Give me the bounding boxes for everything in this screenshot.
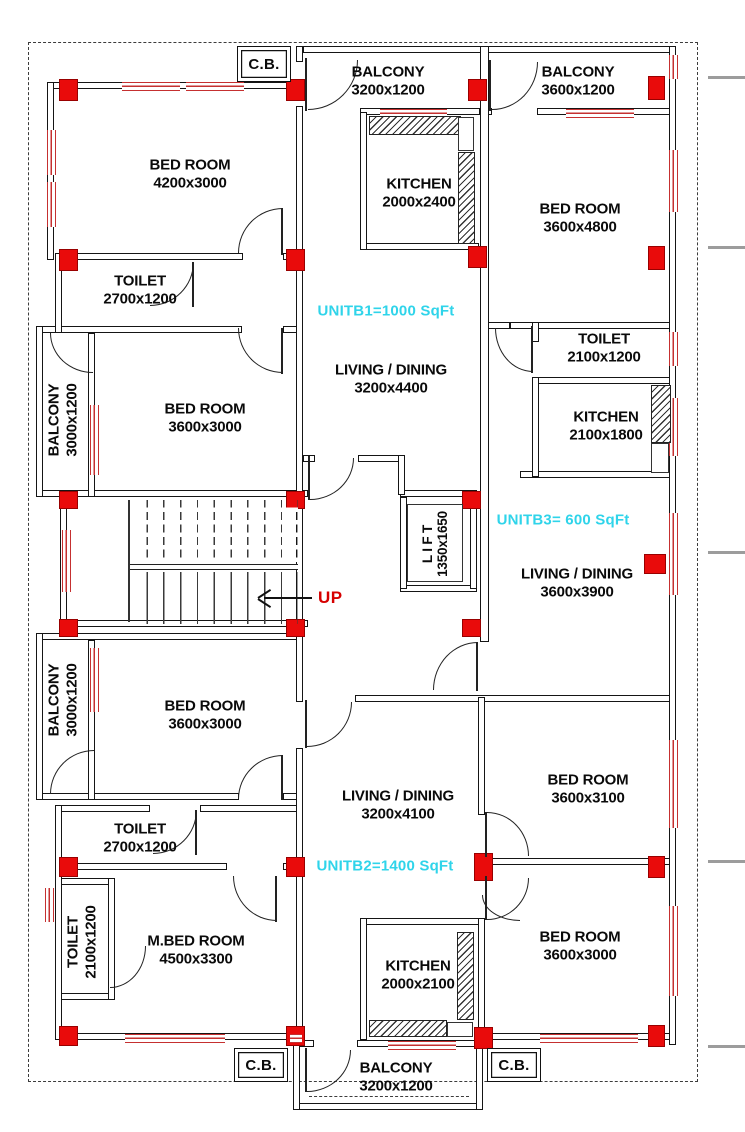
wall-segment bbox=[360, 112, 367, 250]
column-marker bbox=[468, 246, 487, 268]
kitchen-counter-hatch bbox=[458, 152, 475, 244]
reference-tick bbox=[708, 860, 745, 863]
wall-segment bbox=[55, 863, 227, 870]
room-dimensions: 3600x3100 bbox=[551, 789, 625, 806]
stair-flight-upper bbox=[131, 500, 298, 562]
room-label-bed-room-20 bbox=[540, 929, 621, 964]
column-marker bbox=[474, 853, 493, 881]
window-marker bbox=[540, 1034, 638, 1043]
room-dimensions: 2700x1200 bbox=[103, 838, 177, 855]
window-marker bbox=[90, 648, 99, 712]
room-dimensions: 2000x2400 bbox=[382, 193, 456, 210]
room-name: BALCONY bbox=[351, 63, 425, 81]
column-marker bbox=[648, 76, 665, 100]
column-marker bbox=[648, 246, 665, 270]
wall-segment bbox=[200, 805, 303, 812]
wall-segment bbox=[532, 377, 676, 384]
room-label-toilet-16 bbox=[103, 821, 176, 856]
room-dimensions: 3600x4800 bbox=[543, 218, 617, 235]
column-marker bbox=[59, 79, 78, 101]
window-marker bbox=[566, 109, 634, 118]
window-marker bbox=[290, 1034, 302, 1043]
stair-landing-separator bbox=[128, 564, 298, 570]
wall-segment bbox=[470, 497, 477, 589]
room-label-kitchen-19 bbox=[381, 958, 454, 993]
column-marker bbox=[286, 249, 305, 271]
room-dimensions: 3600x3000 bbox=[168, 715, 242, 732]
wall-segment bbox=[480, 858, 676, 865]
cb-box-bottom-left bbox=[234, 1048, 288, 1082]
room-dimensions: 3200x4400 bbox=[354, 379, 428, 396]
window-marker bbox=[62, 530, 71, 592]
room-name: BALCONY bbox=[359, 1059, 433, 1077]
wall-segment bbox=[296, 46, 303, 62]
reference-tick bbox=[708, 551, 745, 554]
wall-segment bbox=[360, 918, 479, 925]
door-leaf bbox=[281, 755, 283, 800]
window-marker bbox=[47, 182, 56, 227]
wall-segment bbox=[303, 46, 676, 53]
door-leaf bbox=[305, 58, 307, 111]
column-marker bbox=[286, 857, 305, 877]
room-label-balcony-1 bbox=[351, 64, 424, 99]
kitchen-counter-hatch bbox=[369, 116, 461, 135]
room-name: TOILET bbox=[114, 820, 166, 838]
wall-segment bbox=[476, 1040, 483, 1110]
room-label-bed-room-0 bbox=[150, 157, 231, 192]
room-name: KITCHEN bbox=[386, 175, 452, 193]
column-marker bbox=[286, 79, 305, 101]
door-leaf bbox=[192, 262, 194, 307]
room-label-balcony-12 bbox=[46, 663, 81, 736]
door-leaf bbox=[305, 700, 307, 748]
room-name: LIVING / DINING bbox=[334, 361, 448, 379]
wall-segment bbox=[532, 322, 539, 342]
room-dimensions: 3200x4100 bbox=[361, 805, 435, 822]
window-marker bbox=[669, 332, 678, 366]
room-name: BED ROOM bbox=[547, 771, 629, 789]
stair-direction-arrow bbox=[264, 597, 312, 599]
door-leaf bbox=[489, 60, 491, 111]
wall-segment bbox=[360, 918, 367, 1040]
window-marker bbox=[186, 82, 244, 91]
unit-b1-area-label: UNITB1=1000 SqFt bbox=[317, 302, 455, 320]
room-dimensions: 3000x1200 bbox=[63, 383, 80, 457]
window-marker bbox=[90, 405, 99, 475]
door-leaf bbox=[485, 812, 487, 857]
column-marker bbox=[59, 491, 78, 509]
window-marker bbox=[669, 740, 678, 828]
room-dimensions: 3600x3000 bbox=[543, 946, 617, 963]
column-marker bbox=[462, 619, 481, 637]
window-marker bbox=[388, 1041, 456, 1050]
kitchen-sink-box bbox=[651, 443, 669, 473]
room-name: LIVING / DINING bbox=[520, 565, 634, 583]
door-leaf bbox=[476, 642, 478, 691]
room-name: BED ROOM bbox=[539, 928, 621, 946]
room-dimensions: 3000x1200 bbox=[63, 663, 80, 737]
wall-segment bbox=[36, 326, 242, 333]
wall-segment bbox=[55, 253, 243, 260]
door-leaf bbox=[281, 208, 283, 255]
wall-segment bbox=[355, 695, 676, 702]
window-marker bbox=[669, 513, 678, 595]
window-marker bbox=[122, 82, 180, 91]
room-name: BALCONY bbox=[45, 663, 63, 737]
wall-segment bbox=[400, 585, 477, 592]
window-marker bbox=[47, 130, 56, 175]
wall-segment bbox=[55, 878, 113, 885]
room-name: BED ROOM bbox=[164, 697, 246, 715]
wall-segment bbox=[532, 377, 539, 477]
room-label-living-dining-6 bbox=[335, 362, 447, 397]
wall-segment bbox=[293, 1103, 481, 1110]
door-leaf bbox=[531, 326, 533, 373]
room-dimensions: 4500x3300 bbox=[159, 950, 233, 967]
window-marker bbox=[45, 888, 54, 922]
room-label-bed-room-4 bbox=[540, 201, 621, 236]
room-name: BALCONY bbox=[541, 63, 615, 81]
room-name: BED ROOM bbox=[539, 200, 621, 218]
room-name: TOILET bbox=[114, 272, 166, 290]
column-marker bbox=[648, 856, 665, 878]
window-marker bbox=[669, 906, 678, 996]
room-name: LIVING / DINING bbox=[341, 787, 455, 805]
column-marker bbox=[59, 857, 78, 877]
door-leaf bbox=[195, 810, 197, 855]
wall-segment bbox=[296, 106, 303, 498]
kitchen-sink-box bbox=[447, 1022, 473, 1037]
room-name: TOILET bbox=[64, 916, 82, 968]
room-name: BALCONY bbox=[45, 383, 63, 457]
stairs-up-label: UP bbox=[318, 588, 343, 607]
lift-label bbox=[420, 511, 450, 577]
room-name: KITCHEN bbox=[385, 957, 451, 975]
wall-segment bbox=[400, 497, 407, 589]
balcony-bottom-dashed-railing bbox=[309, 1096, 469, 1097]
stair-left-boundary bbox=[128, 500, 130, 622]
room-dimensions: 3200x1200 bbox=[359, 1077, 433, 1094]
wall-segment bbox=[360, 243, 479, 250]
room-dimensions: 4200x3000 bbox=[153, 174, 227, 191]
room-label-toilet-9 bbox=[567, 331, 640, 366]
unit-b2-area-label: UNITB2=1400 SqFt bbox=[316, 857, 454, 875]
door-leaf bbox=[305, 1048, 307, 1092]
room-label-kitchen-10 bbox=[569, 409, 642, 444]
kitchen-counter-hatch bbox=[457, 932, 474, 1020]
wall-segment bbox=[478, 918, 485, 1040]
room-name: KITCHEN bbox=[573, 408, 639, 426]
column-marker bbox=[644, 554, 666, 574]
room-dimensions: 2700x1200 bbox=[103, 290, 177, 307]
door-leaf bbox=[281, 328, 283, 374]
room-dimensions: 3200x1200 bbox=[351, 81, 425, 98]
column-marker bbox=[59, 249, 78, 271]
window-marker bbox=[669, 55, 678, 79]
wall-segment bbox=[36, 793, 239, 800]
kitchen-sink-box bbox=[458, 117, 474, 151]
column-marker bbox=[59, 1026, 78, 1046]
wall-segment bbox=[480, 46, 489, 642]
room-label-bed-room-13 bbox=[165, 698, 246, 733]
window-marker bbox=[669, 150, 678, 212]
room-label-toilet-17 bbox=[65, 905, 100, 978]
wall-segment bbox=[55, 805, 62, 1040]
wall-segment bbox=[296, 748, 303, 1040]
room-name: BED ROOM bbox=[149, 156, 231, 174]
door-leaf bbox=[485, 876, 487, 920]
room-name: TOILET bbox=[578, 330, 630, 348]
wall-segment bbox=[55, 805, 150, 812]
room-label-living-dining-14 bbox=[342, 788, 454, 823]
cb-box-top bbox=[237, 46, 291, 82]
column-marker bbox=[648, 1025, 665, 1047]
room-dimensions: 3600x3000 bbox=[168, 418, 242, 435]
room-dimensions: 3600x3900 bbox=[540, 583, 614, 600]
room-label-bed-room-15 bbox=[548, 772, 629, 807]
wall-segment bbox=[68, 490, 308, 497]
kitchen-counter-hatch bbox=[651, 385, 671, 443]
unit-b3-area-label: UNITB3= 600 SqFt bbox=[496, 511, 630, 529]
room-name: BED ROOM bbox=[164, 400, 246, 418]
window-marker bbox=[125, 1034, 225, 1043]
reference-tick bbox=[708, 76, 745, 79]
room-dimensions: 2100x1200 bbox=[82, 905, 99, 979]
wall-segment bbox=[293, 1040, 300, 1110]
lift-name: L I F T bbox=[420, 524, 435, 564]
column-marker bbox=[468, 79, 487, 101]
room-label-kitchen-2 bbox=[382, 176, 455, 211]
wall-segment bbox=[36, 633, 43, 800]
room-dimensions: 2000x2100 bbox=[381, 975, 455, 992]
room-dimensions: 2100x1800 bbox=[569, 426, 643, 443]
reference-tick bbox=[708, 246, 745, 249]
wall-segment bbox=[55, 993, 113, 1000]
room-label-toilet-5 bbox=[103, 273, 176, 308]
cb-top-label: C.B. bbox=[248, 55, 280, 73]
column-marker bbox=[462, 491, 481, 509]
column-marker bbox=[59, 619, 78, 637]
room-dimensions: 3600x1200 bbox=[541, 81, 615, 98]
door-arc bbox=[307, 1050, 351, 1092]
door-leaf bbox=[275, 876, 277, 922]
cb-box-bottom-right bbox=[487, 1048, 541, 1082]
room-name: M.BED ROOM bbox=[147, 932, 245, 950]
reference-tick bbox=[708, 1045, 745, 1048]
wall-segment bbox=[36, 326, 43, 497]
room-label-balcony-21 bbox=[359, 1060, 432, 1095]
room-label-m-bed-room-18 bbox=[147, 933, 244, 968]
wall-segment bbox=[296, 628, 303, 702]
cb-bottom-left-label: C.B. bbox=[245, 1056, 277, 1074]
room-label-balcony-7 bbox=[46, 383, 81, 456]
room-dimensions: 2100x1200 bbox=[567, 348, 641, 365]
column-marker bbox=[474, 1027, 493, 1049]
room-label-balcony-3 bbox=[541, 64, 614, 99]
wall-segment bbox=[478, 697, 485, 815]
lift-dims: 1350x1650 bbox=[435, 511, 450, 577]
room-label-bed-room-8 bbox=[165, 401, 246, 436]
room-label-living-dining-11 bbox=[521, 566, 633, 601]
wall-segment bbox=[398, 455, 405, 495]
kitchen-counter-hatch bbox=[369, 1020, 447, 1037]
cb-bottom-right-label: C.B. bbox=[498, 1056, 530, 1074]
door-leaf bbox=[308, 456, 310, 500]
